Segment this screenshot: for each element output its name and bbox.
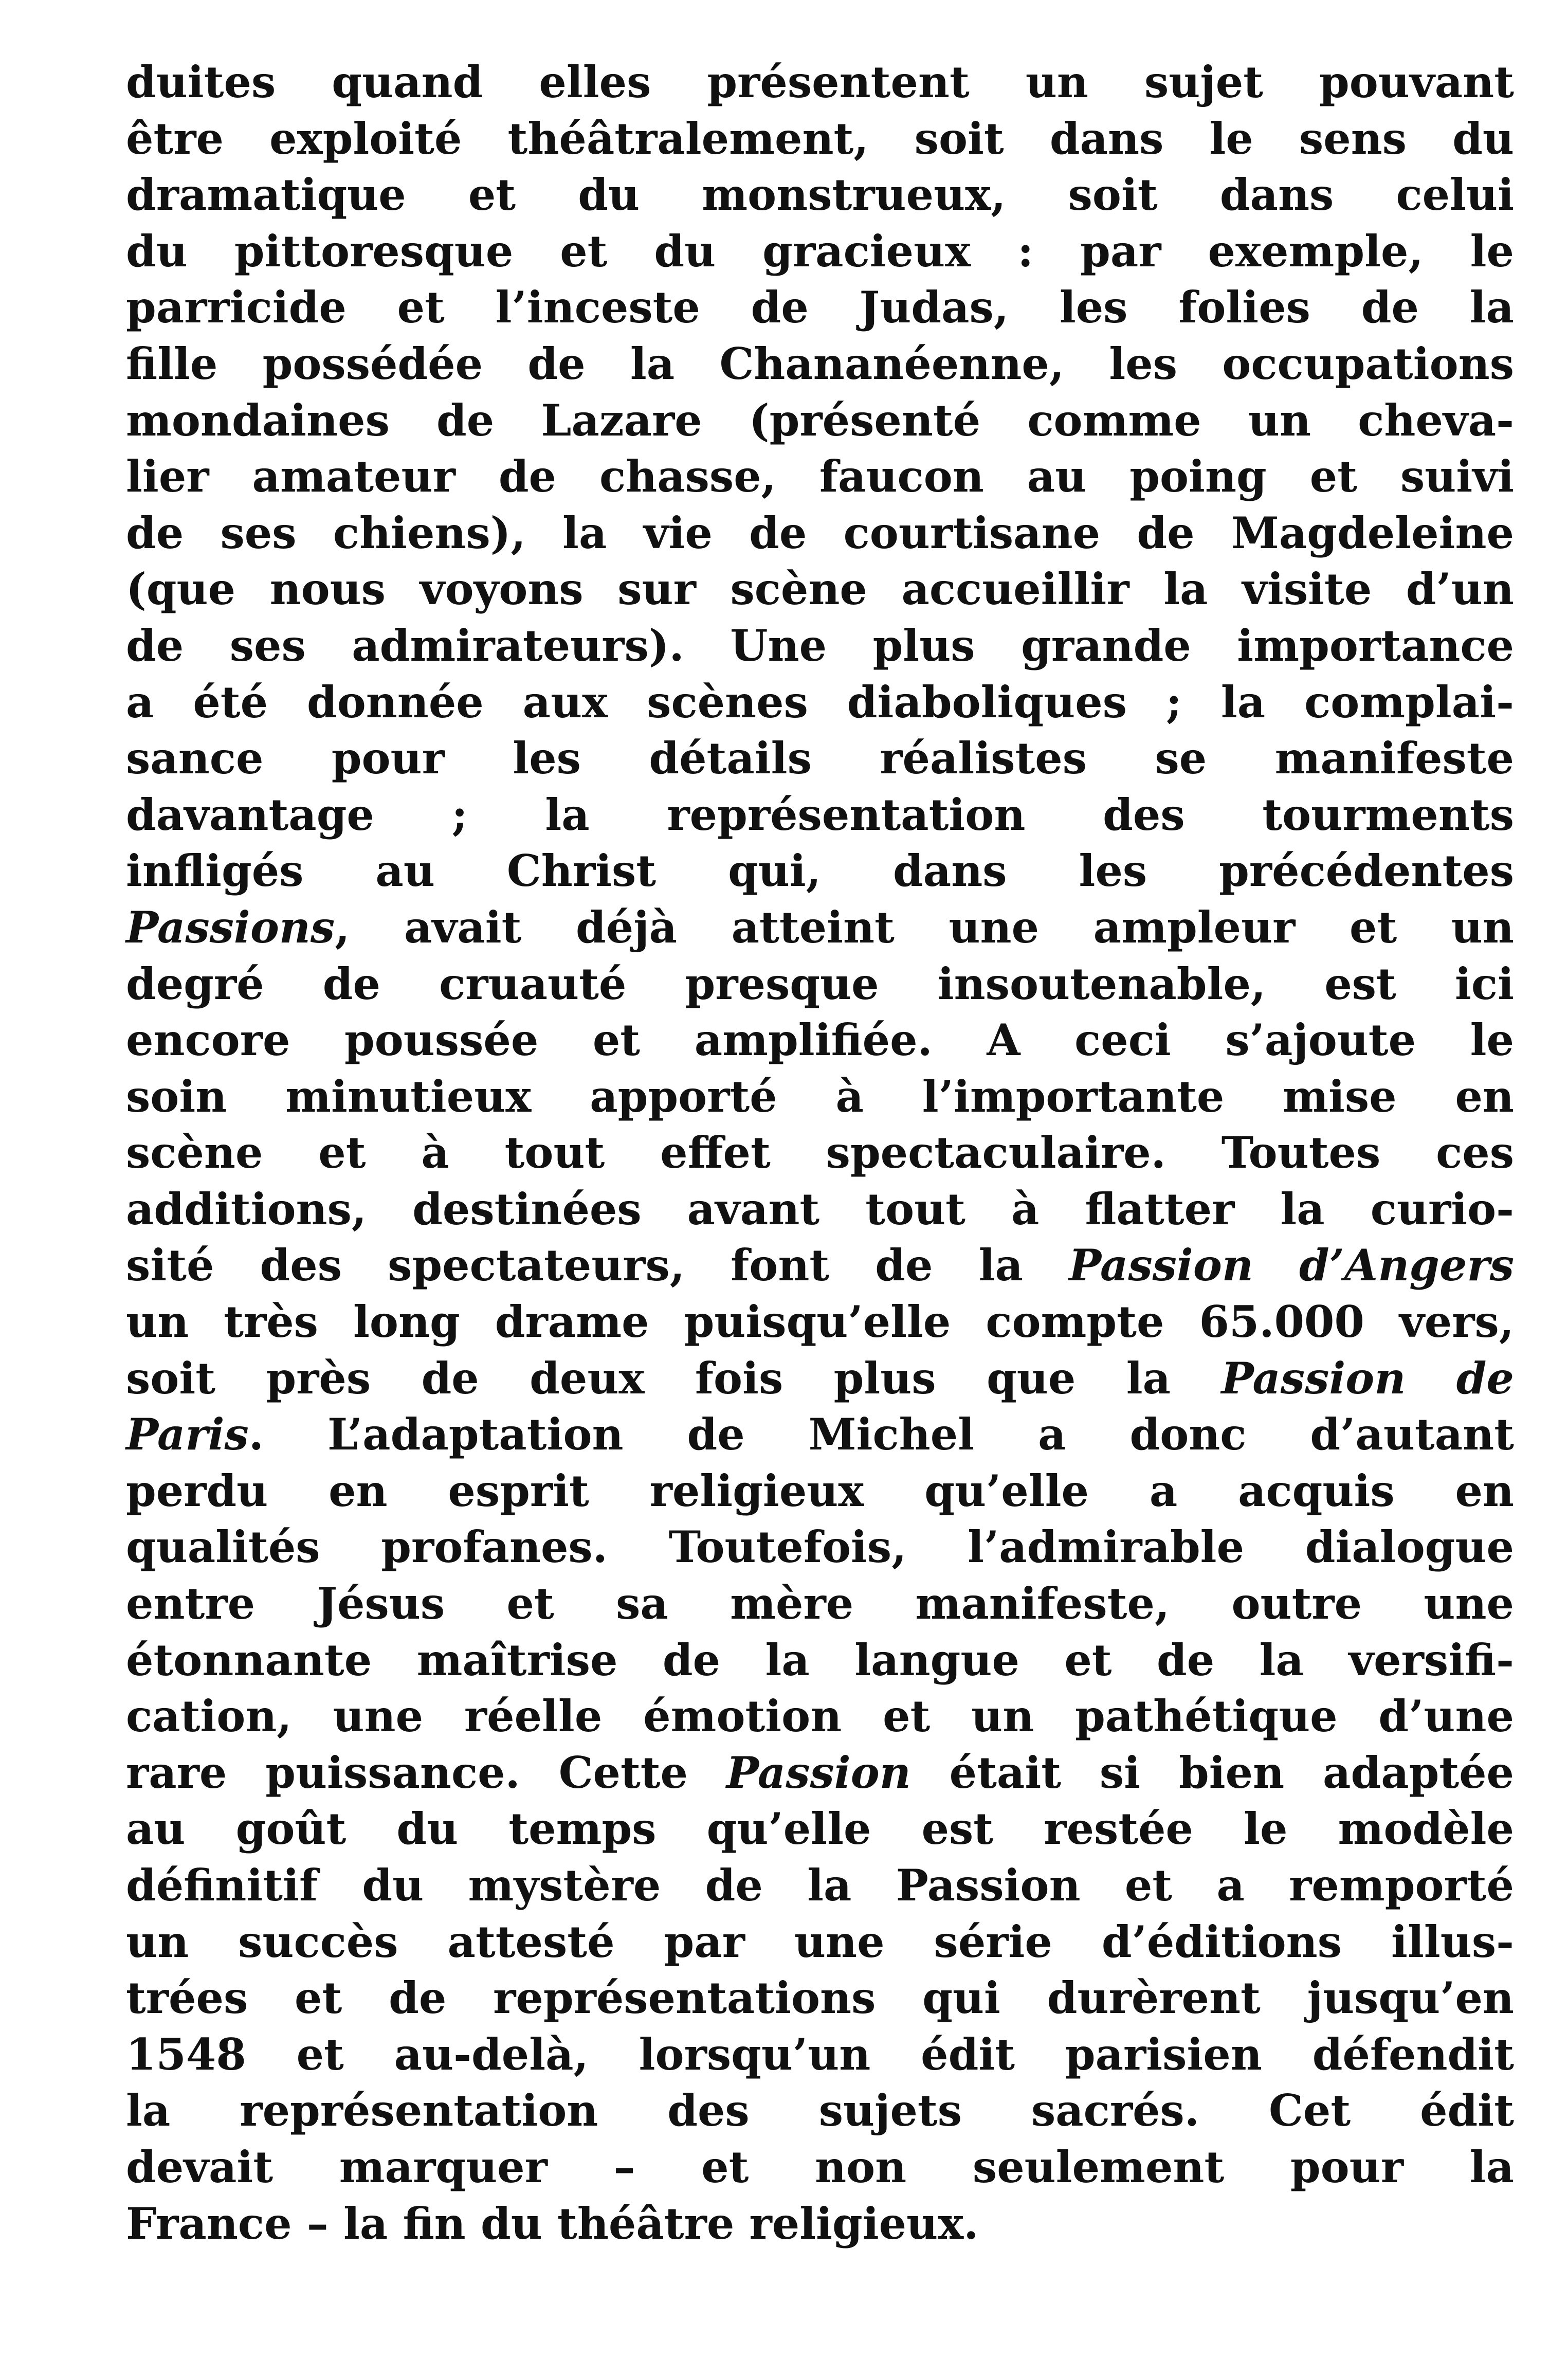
text-line: [126, 448, 1514, 505]
text-line: [126, 1294, 1514, 1350]
line-text: était si bien adaptée: [910, 1747, 1514, 1798]
line-text: , avait déjà atteint une ampleur et un: [335, 901, 1514, 953]
text-line: [126, 618, 1514, 674]
text-line: [126, 167, 1514, 223]
text-line: [126, 223, 1514, 280]
line-text: scène et à tout effet spectaculaire. Toutes ces: [126, 1127, 1514, 1178]
text-line: [126, 2082, 1514, 2139]
line-text: lier amateur de chasse, faucon au poing et suivi: [126, 451, 1514, 502]
text-line: [126, 1745, 1514, 1801]
text-line: [126, 1012, 1514, 1068]
text-line: [126, 1801, 1514, 1857]
text-line: [126, 1350, 1514, 1407]
line-text: au goût du temps qu’elle est restée le modèle: [126, 1803, 1514, 1855]
line-text: . L’adaptation de Michel a donc d’autant: [248, 1409, 1514, 1460]
line-text: duites quand elles présentent un sujet pouvant: [126, 57, 1514, 107]
italic-title-text: Passions: [126, 901, 335, 953]
line-text: mondaines de Lazare (présenté comme un cheva-: [126, 394, 1514, 446]
text-line: [126, 2139, 1514, 2196]
italic-title-text: Passion: [726, 1747, 911, 1798]
line-text: devait marquer – et non seulement pour la: [126, 2141, 1514, 2192]
line-text: entre Jésus et sa mère manifeste, outre une: [126, 1578, 1514, 1629]
text-line: [126, 392, 1514, 449]
text-line: [126, 1688, 1514, 1745]
line-text: un très long drame puisqu’elle compte 65.000 vers,: [126, 1296, 1514, 1348]
text-line: [126, 54, 1514, 111]
text-line: [126, 2196, 1514, 2252]
text-line: [126, 1857, 1514, 1914]
line-text: étonnante maîtrise de la langue et de la versifi-: [126, 1634, 1514, 1685]
text-line: [126, 1970, 1514, 2026]
line-text: un succès attesté par une série d’éditions illus-: [126, 1916, 1514, 1967]
text-line: [126, 1125, 1514, 1181]
line-text: degré de cruauté presque insoutenable, est ici: [126, 958, 1514, 1009]
line-text: additions, destinées avant tout à flatter la curio-: [126, 1183, 1514, 1235]
text-line: [126, 956, 1514, 1012]
line-text: encore poussée et amplifiée. A ceci s’ajoute le: [126, 1014, 1514, 1066]
text-line: [126, 1914, 1514, 1970]
line-text: de ses chiens), la vie de courtisane de Magdeleine: [126, 507, 1514, 558]
line-text: la représentation des sujets sacrés. Cet édit: [126, 2085, 1514, 2136]
text-line: [126, 1575, 1514, 1632]
line-text: de ses admirateurs). Une plus grande importance: [126, 620, 1514, 671]
line-text: a été donnée aux scènes diaboliques ; la complai-: [126, 676, 1514, 728]
line-text: parricide et l’inceste de Judas, les folies de la: [126, 282, 1514, 333]
italic-title-text: Passion d’Angers: [1069, 1240, 1514, 1291]
line-text: France – la fin du théâtre religieux.: [126, 2198, 979, 2249]
line-text: être exploité théâtralement, soit dans le sens du: [126, 113, 1514, 164]
text-line: [126, 899, 1514, 956]
text-line: [126, 505, 1514, 561]
text-line: [126, 279, 1514, 336]
text-line: [126, 1406, 1514, 1463]
text-line: [126, 1237, 1514, 1294]
text-line: [126, 1463, 1514, 1519]
line-text: infligés au Christ qui, dans les précédentes: [126, 845, 1514, 897]
line-text: davantage ; la représentation des tourments: [126, 789, 1514, 840]
text-line: [126, 2026, 1514, 2083]
text-line: [126, 561, 1514, 618]
line-text: (que nous voyons sur scène accueillir la visite d’un: [126, 564, 1514, 615]
line-text: dramatique et du monstrueux, soit dans celui: [126, 169, 1514, 221]
text-line: [126, 1519, 1514, 1575]
line-text: sance pour les détails réalistes se manifeste: [126, 733, 1514, 784]
body-text: [126, 54, 1514, 2252]
line-text: perdu en esprit religieux qu’elle a acquis en: [126, 1465, 1514, 1516]
line-text: sité des spectateurs, font de la: [126, 1240, 1069, 1291]
italic-title-text: Paris: [126, 1409, 249, 1460]
line-text: définitif du mystère de la Passion et a remporté: [126, 1860, 1514, 1911]
line-text: qualités profanes. Toutefois, l’admirable dialogue: [126, 1521, 1514, 1573]
line-text: soin minutieux apporté à l’importante mise en: [126, 1071, 1514, 1122]
line-text: trées et de représentations qui durèrent jusqu’en: [126, 1972, 1514, 2024]
text-line: [126, 1181, 1514, 1238]
line-text: cation, une réelle émotion et un pathétique d’une: [126, 1691, 1514, 1742]
text-line: [126, 111, 1514, 167]
italic-title-text: Passion de: [1221, 1352, 1514, 1404]
line-text: soit près de deux fois plus que la: [126, 1352, 1221, 1404]
line-text: du pittoresque et du gracieux : par exemple, le: [126, 225, 1514, 277]
text-line: [126, 336, 1514, 392]
text-line: [126, 674, 1514, 731]
text-line: [126, 1632, 1514, 1689]
text-line: [126, 787, 1514, 843]
text-line: [126, 730, 1514, 787]
line-text: fille possédée de la Chananéenne, les occupations: [126, 338, 1514, 389]
line-text: 1548 et au-delà, lorsqu’un édit parisien défendit: [126, 2028, 1514, 2080]
line-text: rare puissance. Cette: [126, 1747, 726, 1798]
text-line: [126, 843, 1514, 899]
text-line: [126, 1068, 1514, 1125]
